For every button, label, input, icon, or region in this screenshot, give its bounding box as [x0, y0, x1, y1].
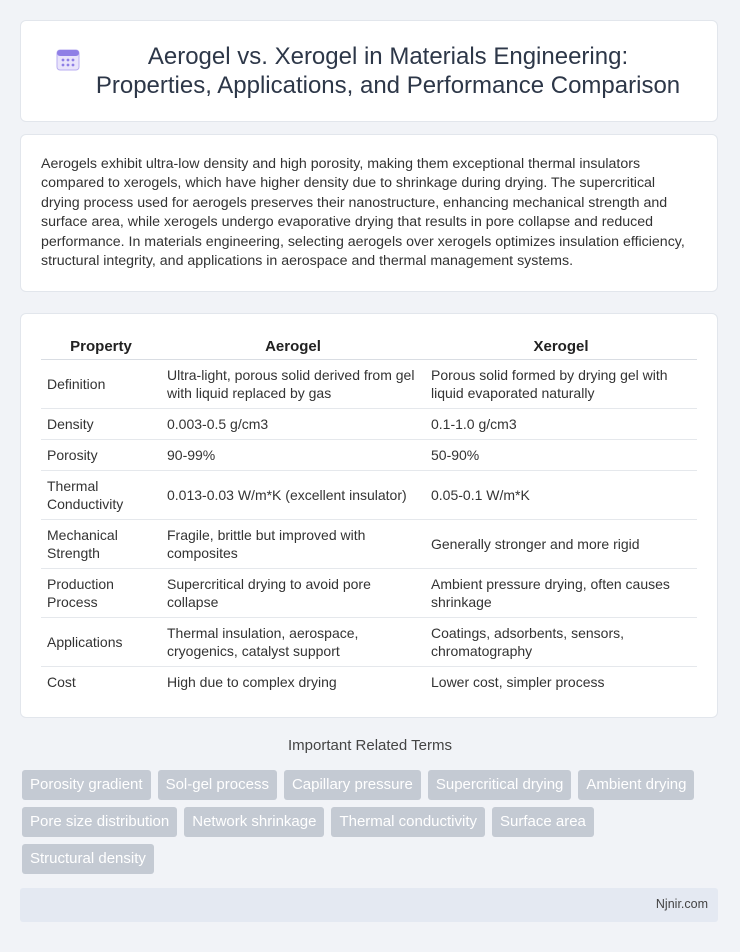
cell-property: Density [41, 409, 161, 440]
header-xerogel: Xerogel [425, 332, 697, 360]
cell-xerogel: Lower cost, simpler process [431, 674, 605, 690]
cell-property: Definition [41, 360, 161, 409]
term-tag[interactable]: Ambient drying [578, 770, 694, 800]
cell-xerogel: 0.1-1.0 g/cm3 [425, 409, 697, 440]
cell-aerogel: 0.013-0.03 W/m*K (excellent insulator) [161, 471, 425, 520]
term-tag[interactable]: Porosity gradient [22, 770, 151, 800]
header-card [20, 20, 718, 122]
cell-property: Thermal Conductivity [41, 471, 161, 520]
table-row [41, 520, 697, 569]
footer-site-link[interactable]: Njnir.com [655, 897, 708, 911]
cell-aerogel: High due to complex drying [167, 674, 337, 690]
cell-property: Production Process [41, 569, 161, 618]
footer [20, 888, 718, 922]
term-tag[interactable]: Pore size distribution [22, 807, 177, 837]
related-terms-list [22, 770, 722, 874]
calendar-icon [55, 46, 81, 72]
term-tag[interactable]: Structural density [22, 844, 154, 874]
header-property: Property [41, 332, 161, 360]
cell-xerogel: Ambient pressure drying, often causes shrinkage [425, 569, 697, 618]
table-row [41, 667, 697, 698]
table-row [41, 618, 697, 667]
summary-card [20, 134, 718, 292]
term-tag[interactable]: Network shrinkage [184, 807, 324, 837]
summary-text: Aerogels exhibit ultra-low density and high porosity, making them exceptional thermal insulators compared to xerogels, which have higher density due to shrinkage during drying. The supercritical drying process used for aerogels preserves their nanostructure, enhancing mechanical strength and surface area, while xerogels undergo evaporative drying that results in pore collapse and reduced performance. In materials engineering, selecting aerogels over xerogels optimizes insulation efficiency, structural integrity, and applications in aerospace and thermal management systems. [41, 156, 685, 270]
comparison-table [41, 332, 697, 697]
cell-xerogel: Coatings, adsorbents, sensors, chromatography [425, 618, 697, 667]
cell-xerogel: Generally stronger and more rigid [425, 520, 697, 569]
cell-property: Cost [47, 674, 76, 690]
table-row [41, 569, 697, 618]
cell-property: Mechanical Strength [41, 520, 161, 569]
cell-aerogel: 0.003-0.5 g/cm3 [161, 409, 425, 440]
related-terms-title: Important Related Terms [288, 737, 452, 754]
term-tag[interactable]: Sol-gel process [158, 770, 277, 800]
cell-xerogel: 0.05-0.1 W/m*K [425, 471, 697, 520]
cell-xerogel: 50-90% [425, 440, 697, 471]
cell-aerogel: Thermal insulation, aerospace, cryogenics, catalyst support [161, 618, 425, 667]
comparison-table-card [20, 313, 718, 718]
table-row [41, 471, 697, 520]
cell-xerogel: Porous solid formed by drying gel with liquid evaporated naturally [425, 360, 697, 409]
table-row [41, 409, 697, 440]
cell-property: Applications [41, 618, 161, 667]
term-tag[interactable]: Thermal conductivity [331, 807, 485, 837]
header-aerogel: Aerogel [161, 332, 425, 360]
table-row [41, 440, 697, 471]
cell-aerogel: Supercritical drying to avoid pore collapse [161, 569, 425, 618]
term-tag[interactable]: Capillary pressure [284, 770, 421, 800]
table-header-row [41, 332, 697, 360]
cell-aerogel: 90-99% [161, 440, 425, 471]
table-row [41, 360, 697, 409]
term-tag[interactable]: Surface area [492, 807, 594, 837]
page-title: Aerogel vs. Xerogel in Materials Engineering: Properties, Applications, and Performance Comparison [95, 43, 681, 99]
cell-aerogel: Fragile, brittle but improved with composites [161, 520, 425, 569]
cell-aerogel: Ultra-light, porous solid derived from gel with liquid replaced by gas [161, 360, 425, 409]
term-tag[interactable]: Supercritical drying [428, 770, 572, 800]
cell-property: Porosity [41, 440, 161, 471]
